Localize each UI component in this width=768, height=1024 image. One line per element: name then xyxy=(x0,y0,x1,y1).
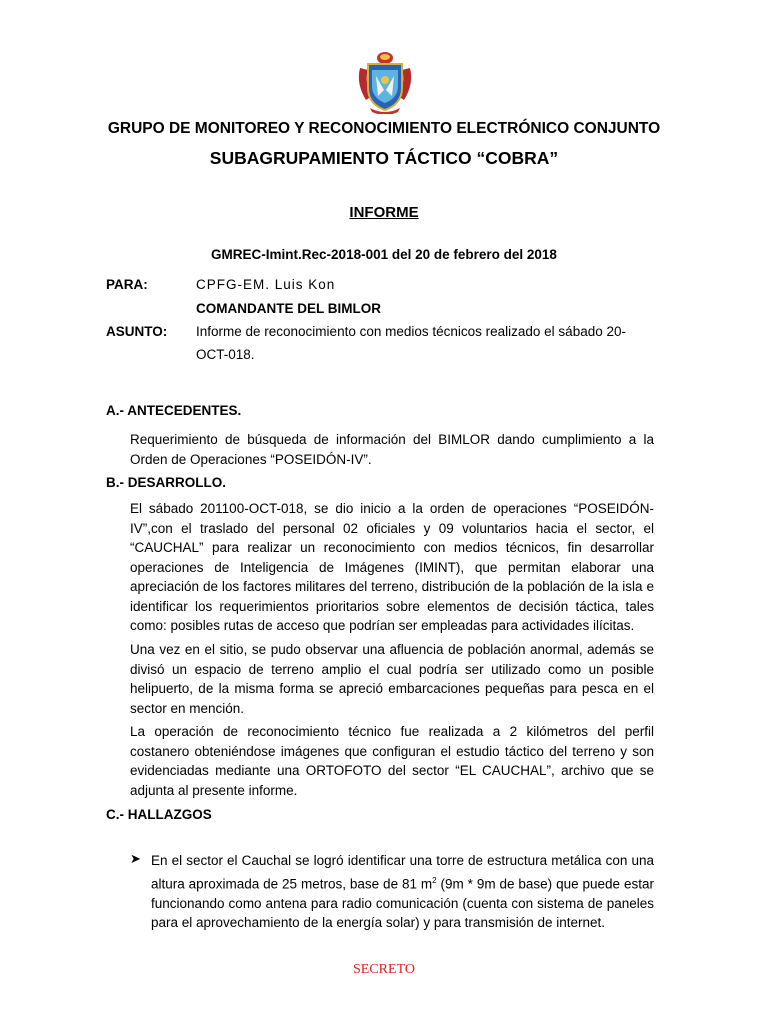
para-role: COMANDANTE DEL BIMLOR xyxy=(196,301,381,316)
para-recipient: CPFG-EM. Luis Kon xyxy=(196,277,336,292)
coat-of-arms-icon xyxy=(356,50,414,114)
organization-heading: GRUPO DE MONITOREO Y RECONOCIMIENTO ELECTRÓNICO CONJUNTO xyxy=(107,120,661,137)
section-c-title: C.- HALLAZGOS xyxy=(106,807,212,822)
finding-text: En el sector el Cauchal se logró identificar una torre de estructura metálica con una altura aproximada de 25 metros, base de 81 $m^2$ (9m * 9m de base) que puede estar funcionando como antena para radio comunicación (cuenta con sistema de paneles para el aprovechamiento de la energía solar) y para transmisión de internet. xyxy=(151,853,654,930)
arrow-bullet-icon: ➤ xyxy=(130,851,141,866)
section-b-title: B.- DESARROLLO. xyxy=(106,475,226,490)
document-reference: GMREC-Imint.Rec-2018-001 del 20 de febrero del 2018 xyxy=(211,247,557,262)
subgroup-heading: SUBAGRUPAMIENTO TÁCTICO “COBRA” xyxy=(209,148,559,168)
asunto-label: ASUNTO: xyxy=(106,324,168,339)
section-b-paragraph-2: Una vez en el sitio, se pudo observar una afluencia de población anormal, además se divisó un espacio de terreno amplio el cual podría ser utilizado como un posible helipuerto, de la misma forma se apreció embarcaciones pequeñas para pesca en el sector en mención. xyxy=(130,642,654,716)
asunto-text: Informe de reconocimiento con medios técnicos realizado el sábado 20-OCT-018. xyxy=(196,324,626,362)
section-a-title: A.- ANTECEDENTES. xyxy=(106,403,242,418)
section-b-paragraph-1: El sábado 201100-OCT-018, se dio inicio a la orden de operaciones “POSEIDÓN-IV”,con el traslado del personal 02 oficiales y 09 voluntarios hacia el sector, el “CAUCHAL” para realizar un reconocimiento con medios técnicos, fin desarrollar operaciones de Inteligencia de Imágenes (IMINT), que permitan elaborar una apreciación de los factores militares del terreno, distribución de la población de la isla e identificar los requerimientos prioritarios sobre elementos de decisión táctica, tales como: posibles rutas de acceso que podrían ser empleadas para actividades ilícitas. xyxy=(130,501,654,633)
para-label: PARA: xyxy=(106,277,148,292)
section-b-paragraph-3: La operación de reconocimiento técnico fue realizada a 2 kilómetros del perfil costanero obteniéndose imágenes que configuran el estudio táctico del terreno y son evidenciadas mediante una ORTOFOTO del sector “EL CAUCHAL”, archivo que se adjunta al presente informe. xyxy=(130,724,654,798)
classification-footer: SECRETO xyxy=(353,962,415,977)
section-a-text: Requerimiento de búsqueda de información del BIMLOR dando cumplimiento a la Orden de Operaciones “POSEIDÓN-IV”. xyxy=(130,432,654,467)
document-title: INFORME xyxy=(349,204,419,221)
